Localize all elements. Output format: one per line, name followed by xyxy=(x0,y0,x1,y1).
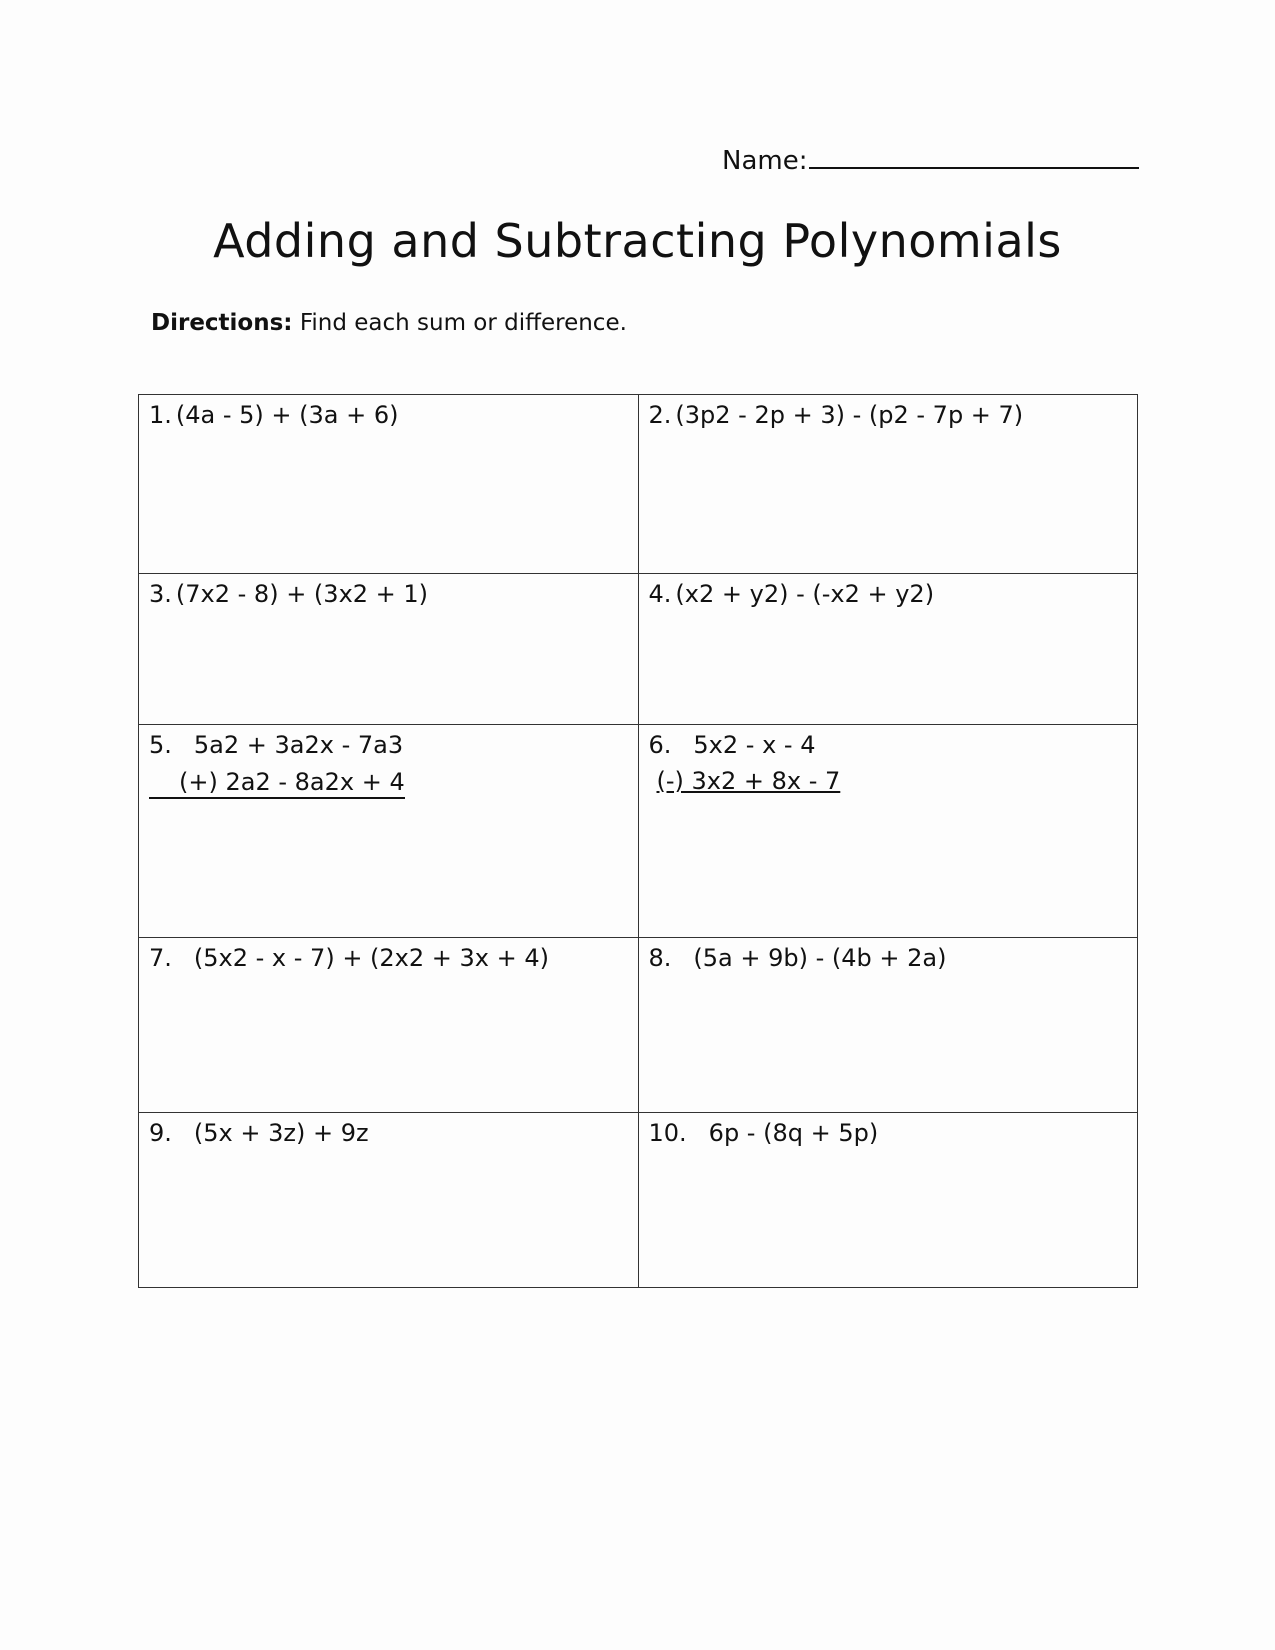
page-title: Adding and Subtracting Polynomials xyxy=(213,214,1062,268)
problem-expression-second-line: (-) 3x2 + 8x - 7 xyxy=(656,767,841,795)
problem-expression: (3p2 - 2p + 3) - (p2 - 7p + 7) xyxy=(675,401,1024,429)
name-label: Name: xyxy=(722,146,808,176)
problem-cell-4[interactable] xyxy=(638,574,1138,725)
problem-cell-8[interactable] xyxy=(638,938,1138,1113)
problem-cell-2[interactable] xyxy=(638,395,1138,574)
problem-number: 5. xyxy=(149,731,172,759)
problem-cell-9[interactable] xyxy=(139,1113,639,1288)
directions xyxy=(151,310,627,336)
problem-expression-second-line: (+) 2a2 - 8a2x + 4 xyxy=(149,767,405,799)
problem-expression: 5a2 + 3a2x - 7a3 xyxy=(193,731,404,759)
problem-expression: (4a - 5) + (3a + 6) xyxy=(175,401,399,429)
directions-text: Find each sum or difference. xyxy=(299,310,627,336)
problem-number: 3. xyxy=(149,580,172,608)
problem-number: 4. xyxy=(648,580,672,608)
problem-number: 7. xyxy=(149,944,172,972)
problem-expression: (5x + 3z) + 9z xyxy=(193,1119,369,1147)
problem-number: 1. xyxy=(149,401,172,429)
problem-cell-7[interactable] xyxy=(139,938,639,1113)
problem-grid xyxy=(138,394,1138,1288)
problem-number: 6. xyxy=(648,731,672,759)
problem-cell-5[interactable] xyxy=(139,725,639,938)
directions-label: Directions: xyxy=(151,310,293,336)
problem-number: 8. xyxy=(648,944,672,972)
problem-expression: 5x2 - x - 4 xyxy=(693,731,816,759)
problem-expression: (7x2 - 8) + (3x2 + 1) xyxy=(175,580,429,608)
name-field xyxy=(722,146,1139,176)
name-blank-line[interactable] xyxy=(809,147,1139,169)
problem-expression: (5x2 - x - 7) + (2x2 + 3x + 4) xyxy=(193,944,549,972)
problem-number: 2. xyxy=(648,401,672,429)
problem-expression: (x2 + y2) - (-x2 + y2) xyxy=(675,580,935,608)
problem-cell-6[interactable] xyxy=(638,725,1138,938)
problem-expression: 6p - (8q + 5p) xyxy=(708,1119,879,1147)
problem-cell-10[interactable] xyxy=(638,1113,1138,1288)
problem-cell-1[interactable] xyxy=(139,395,639,574)
problem-cell-3[interactable] xyxy=(139,574,639,725)
problem-expression: (5a + 9b) - (4b + 2a) xyxy=(693,944,947,972)
problem-number: 9. xyxy=(149,1119,172,1147)
problem-number: 10. xyxy=(648,1119,687,1147)
